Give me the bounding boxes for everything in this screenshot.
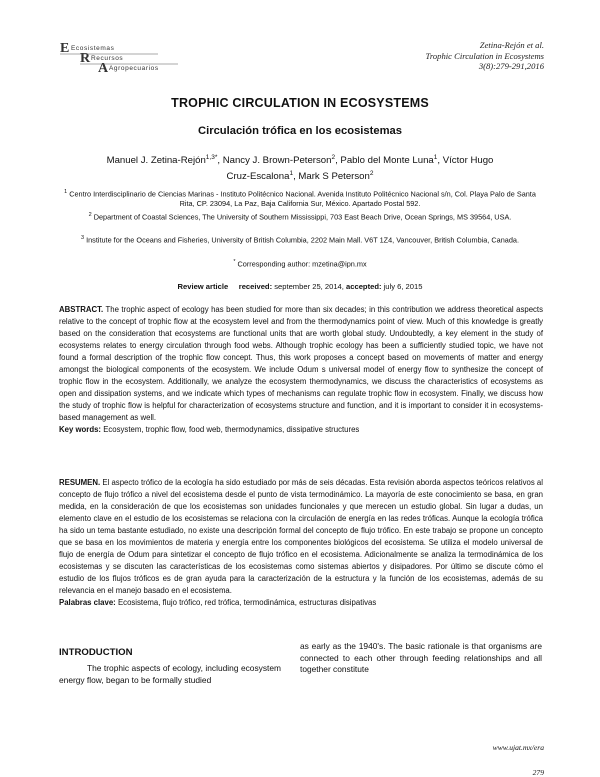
affiliation-sup: 1 [64,189,68,195]
received-label: received: [238,282,273,291]
affiliation-text: Corresponding author: mzetina@ipn.mx [237,259,367,269]
keywords-text: Ecosystem, trophic flow, food web, thermodynamics, dissipative structures [103,425,360,434]
author-sup: 1 [289,170,294,178]
received-date: september 25, 2014, [274,282,344,291]
author-sup: 2 [369,170,374,178]
resumen-label: RESUMEN. [59,478,101,487]
logo-line3: Agropecuarios [109,65,159,72]
resumen [59,477,543,609]
accepted-date: july 6, 2015 [383,282,423,291]
author-name: , Pablo del Monte Luna [335,155,434,167]
logo-initial-a: A [98,61,109,74]
author-sup: 1 [433,154,438,161]
meta-volume: 3(8):279-291,2016 [478,61,544,71]
page-number: 279 [532,768,544,777]
meta-title: Trophic Circulation in Ecosystems [425,50,544,61]
paper-title: TROPHIC CIRCULATION IN ECOSYSTEMS [171,96,429,110]
affiliation-sup: 2 [88,212,92,218]
logo-initial-r: R [80,51,91,66]
author-sup: 1,3* [205,154,218,161]
logo-line1: Ecosistemas [71,45,115,52]
logo-initial-e: E [60,41,70,56]
section-heading-introduction: INTRODUCTION [59,647,133,658]
article-dates [0,282,600,291]
meta-authors: Zetina-Rejón et al. [479,40,544,50]
abstract-text: The trophic aspect of ecology has been studied for more than six decades; in this contribution we address theoretical aspects relative to the concept of trophic flow at the ecosystem level and from the thermodynamics point of view. Much of this knowledge is greatly based on the consideration that ecosystems are functional units that are worth global study. Undoubtedly, a key element in the study of ecosystems relates to energy circulation through food webs. Although trophic ecology has been a sufficiently studied topic, we have not found a formal description of the trophic flow concept. Thus, this work proposes a concept based on movements of matter and energy amongst the biological components of the ecosystem. We include Odum s universal model of energy flow to synthesize the concept of trophic flow in the ecosystem. Additionally, we analyze the ecosystem thermodynamics, we discuss the characteristics of ecosystems as open and dissipation systems, and we indicate which types of mechanisms can regulate trophic flow in ecosystem. Finally, we discuss how the study of trophic flow is helpful for characterization of ecosystems structure and function, and it is important to consider it in ecosystems-based management as well. [59,305,543,422]
journal-logo [58,40,208,74]
author-name: , Nancy J. Brown-Peterson [217,155,332,167]
affiliation-text: Department of Coastal Sciences, The University of Southern Mississippi, 703 East Beach Drive, Ocean Springs, MS 39564, USA. [93,212,512,222]
corresponding-author [60,258,540,269]
author-list [80,151,520,183]
abstract-label: ABSTRACT. [59,305,104,314]
journal-meta [426,40,544,72]
author-name: , Víctor Hugo [437,155,494,167]
affiliation-sup: 3 [81,235,85,241]
logo-line2: Recursos [91,55,124,62]
intro-left-column: The trophic aspects of ecology, including ecosystem energy flow, began to be formally studied [59,663,281,685]
intro-right-column: as early as the 1940's. The basic rationale is that organisms are connected to each other through feeding relationships and all together constitute [300,641,542,674]
journal-url[interactable]: www.ujat.mx/era [492,743,544,752]
affiliation-1 [60,188,540,209]
author-name: Manuel J. Zetina-Rejón [106,155,206,167]
abstract [59,304,543,436]
author-name: Cruz-Escalona [226,171,290,183]
palabras-clave-label: Palabras clave: [59,598,116,607]
affiliation-sup: * [233,259,236,265]
affiliation-text: Centro Interdisciplinario de Ciencias Marinas - Instituto Politécnico Nacional. Avenida Instituto Politécnico Nacional s/n, Col. Playa Palo de Santa Rita, CP. 23094, La Paz, Baja California Sur, México. Apartado Postal 592. [69,189,536,209]
article-type: Review article [177,282,229,291]
affiliation-3 [60,234,540,245]
resumen-text: El aspecto trófico de la ecología ha sido estudiado por más de seis décadas. Esta revisión aborda aspectos teóricos relativos al concepto de flujo trófico a nivel del ecosistema desde el punto de vista termodinámico. La mayoría de este conocimiento se basa, en gran medida, en la consideración de que los ecosistemas son unidades funcionales y que merecen un estudio global. Sin lugar a dudas, un elemento clave en el estudio de los ecosistemas se relaciona con la circulación de energía en las redes tróficas. Aunque la ecología trófica ha sido un tema bastante estudiado, no existe una descripción formal del concepto de flujo trófico. En este trabajo se propone un concepto que se basa en los movimientos de materia y energía entre los componentes biológicos del ecosistema. Se utiliza el modelo universal de flujo de energía de Odum para sintetizar el concepto de flujo trófico en el ecosistema. Adicionalmente se analiza la termodinámica de los ecosistemas y se discuten las características de los ecosistemas como sistemas abiertos y disipadores. Por último se discute cómo el estudio de los flujos tróficos es de gran ayuda para la caracterización de la estructura y la función de los ecosistemas, además de su relevancia en el manejo basado en el ecosistema. [59,478,543,595]
keywords-label: Key words: [59,425,102,434]
affiliation-text: Institute for the Oceans and Fisheries, University of British Columbia, 2202 Main Mall. V6T 1Z4, Vancouver, British Columbia, Canada. [86,235,519,245]
paper-subtitle: Circulación trófica en los ecosistemas [198,125,402,137]
palabras-clave-text: Ecosistema, flujo trófico, red trófica, termodinámica, estructuras disipativas [117,598,377,607]
affiliation-2 [60,211,540,222]
accepted-label: accepted: [346,282,382,291]
author-name: , Mark S Peterson [293,171,370,183]
author-sup: 2 [331,154,336,161]
